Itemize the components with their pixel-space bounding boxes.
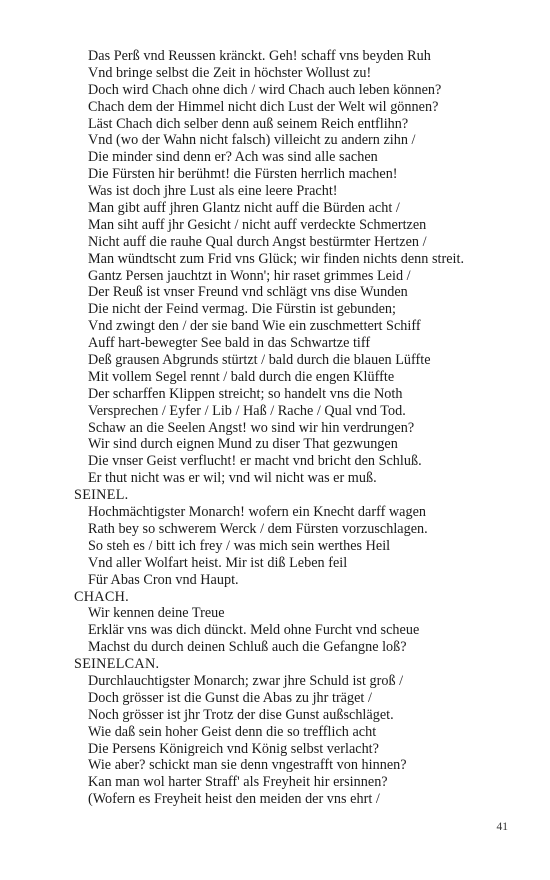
verse-line: Doch grösser ist die Gunst die Abas zu jhr träget / xyxy=(88,689,372,706)
verse-line: Gantz Persen jauchtzt in Wonn'; hir raset grimmes Leid / xyxy=(88,267,411,284)
verse-line: Das Perß vnd Reussen kränckt. Geh! schaff vns beyden Ruh xyxy=(88,48,431,64)
verse-line: Der scharffen Klippen streicht; so handelt vns die Noth xyxy=(88,385,403,402)
verse-line: Auff hart-bewegter See bald in das Schwartze tiff xyxy=(88,335,371,352)
verse-line: Man wündtscht zum Frid vns Glück; wir finden nichts denn streit. xyxy=(88,250,465,267)
verse-line: Er thut nicht was er wil; vnd wil nicht was er muß. xyxy=(88,470,377,487)
verse-line: Der Reuß ist vnser Freund vnd schlägt vns dise Wunden xyxy=(88,284,408,301)
verse-line: Was ist doch jhre Lust als eine leere Pracht! xyxy=(88,183,338,200)
verse-line: Wie daß sein hoher Geist denn die so trefflich acht xyxy=(88,723,377,740)
verse-line: Deß grausen Abgrunds stürtzt / bald durch die blauen Lüffte xyxy=(88,352,431,369)
verse-line: Vnd (wo der Wahn nicht falsch) villeicht zu andern zihn / xyxy=(88,132,416,149)
verse-line: Man siht auff jhr Gesicht / nicht auff verdeckte Schmertzen xyxy=(88,216,427,233)
verse-line: Hochmächtigster Monarch! wofern ein Knecht darff wagen xyxy=(88,504,427,521)
verse-line: Vnd aller Wolfart heist. Mir ist diß Leben feil xyxy=(88,554,348,571)
verse-line: Rath bey so schwerem Werck / dem Fürsten vorzuschlagen. xyxy=(88,520,428,537)
verse-line: Doch wird Chach ohne dich / wird Chach auch leben können? xyxy=(88,81,442,98)
verse-line: Schaw an die Seelen Angst! wo sind wir hin verdrungen? xyxy=(88,419,415,436)
verse-line: (Wofern es Freyheit heist den meiden der vns ehrt / xyxy=(88,791,380,808)
verse-line: Durchlauchtigster Monarch; zwar jhre Schuld ist groß / xyxy=(88,672,404,689)
verse-line: Wir sind durch eignen Mund zu diser That gezwungen xyxy=(88,436,398,453)
verse-line: Noch grösser ist jhr Trotz der dise Gunst außschläget. xyxy=(88,706,394,723)
speaker-name: SEINELCAN. xyxy=(74,656,160,673)
verse-line: Für Abas Cron vnd Haupt. xyxy=(88,571,239,588)
verse-line: Nicht auff die rauhe Qual durch Angst bestürmter Hertzen / xyxy=(88,233,427,250)
verse-line: Erklär vns was dich dünckt. Meld ohne Furcht vnd scheue xyxy=(88,622,420,639)
verse-line: Kan man wol harter Straff' als Freyheit hir ersinnen? xyxy=(88,774,388,791)
verse-line: Wie aber? schickt man sie denn vngestrafft von hinnen? xyxy=(88,757,407,774)
verse-line: Mit vollem Segel rennt / bald durch die engen Klüffte xyxy=(88,368,395,385)
verse-line: Vnd bringe selbst die Zeit in höchster Wollust zu! xyxy=(88,64,372,81)
verse-line: Machst du durch deinen Schluß auch die Gefangne loß? xyxy=(88,639,407,656)
verse-line: Die nicht der Feind vermag. Die Fürstin ist gebunden; xyxy=(88,301,397,318)
speaker-name: SEINEL. xyxy=(74,487,129,504)
verse-line: Wir kennen deine Treue xyxy=(88,605,225,622)
verse-line: Man gibt auff jhren Glantz nicht auff die Bürden acht / xyxy=(88,200,400,217)
speaker-name: CHACH. xyxy=(74,588,130,605)
verse-line: Läst Chach dich selber denn auß seinem Reich entflihn? xyxy=(88,115,409,132)
verse-line: So steh es / bitt ich frey / was mich sein werthes Heil xyxy=(88,537,391,554)
verse-line: Die vnser Geist verflucht! er macht vnd bricht den Schluß. xyxy=(88,453,422,470)
verse-line: Die Fürsten hir berühmt! die Fürsten herrlich machen! xyxy=(88,166,398,183)
verse-line: Versprechen / Eyfer / Lib / Haß / Rache / Qual vnd Tod. xyxy=(88,402,406,419)
verse-text-block xyxy=(74,48,534,808)
page-number: 41 xyxy=(496,821,508,833)
verse-line: Die Persens Königreich vnd König selbst verlacht? xyxy=(88,740,379,757)
verse-line: Die minder sind denn er? Ach was sind alle sachen xyxy=(88,149,378,166)
verse-line: Chach dem der Himmel nicht dich Lust der Welt wil gönnen? xyxy=(88,98,439,115)
verse-line: Vnd zwingt den / der sie band Wie ein zuschmettert Schiff xyxy=(88,318,421,335)
